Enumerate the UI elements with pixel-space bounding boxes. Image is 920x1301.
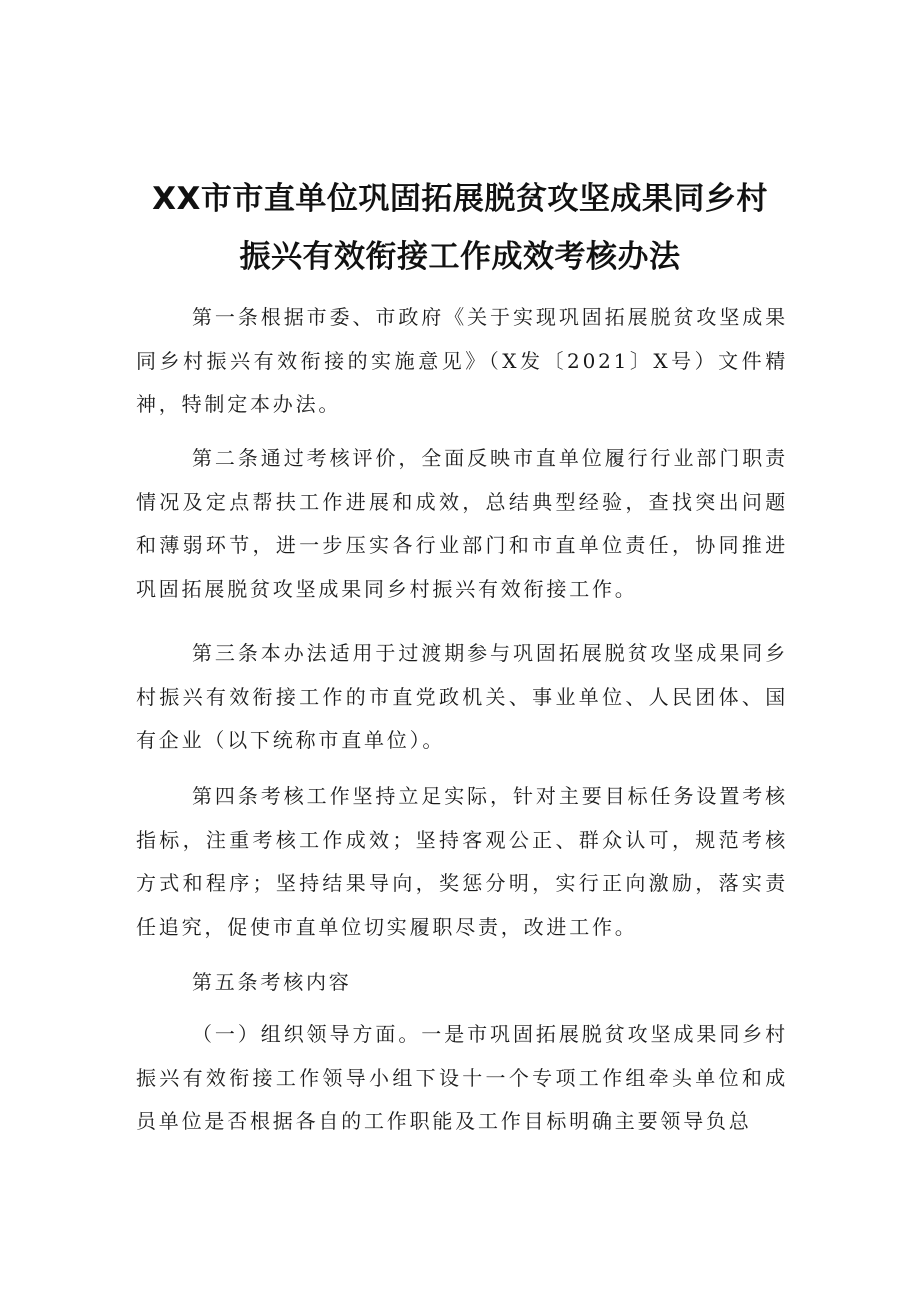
document-title-line-2: 振兴有效衔接工作成效考核办法 [239, 239, 681, 275]
article-1-paragraph: 第一条根据市委、市政府《关于实现巩固拓展脱贫攻坚成果同乡村振兴有效衔接的实施意见》（X发〔2021〕X号）文件精神，特制定本办法。 [136, 305, 788, 417]
article-3-paragraph: 第三条本办法适用于过渡期参与巩固拓展脱贫攻坚成果同乡村振兴有效衔接工作的市直党政机关、事业单位、人民团体、国有企业（以下统称市直单位）。 [136, 641, 788, 753]
document-title-line-1: XX市市直单位巩固拓展脱贫攻坚成果同乡村 [152, 181, 768, 217]
article-4-paragraph: 第四条考核工作坚持立足实际，针对主要目标任务设置考核指标，注重考核工作成效；坚持客观公正、群众认可，规范考核方式和程序；坚持结果导向，奖惩分明，实行正向激励，落实责任追究，促使市直单位切实履职尽责，改进工作。 [136, 784, 788, 939]
section-1-paragraph: （一）组织领导方面。一是市巩固拓展脱贫攻坚成果同乡村振兴有效衔接工作领导小组下设十一个专项工作组牵头单位和成员单位是否根据各自的工作职能及工作目标明确主要领导负总 [136, 1022, 788, 1134]
article-5-heading: 第五条考核内容 [192, 970, 352, 994]
article-2-paragraph: 第二条通过考核评价，全面反映市直单位履行行业部门职责情况及定点帮扶工作进展和成效，总结典型经验，查找突出问题和薄弱环节，进一步压实各行业部门和市直单位责任，协同推进巩固拓展脱贫攻坚成果同乡村振兴有效衔接工作。 [136, 446, 788, 601]
